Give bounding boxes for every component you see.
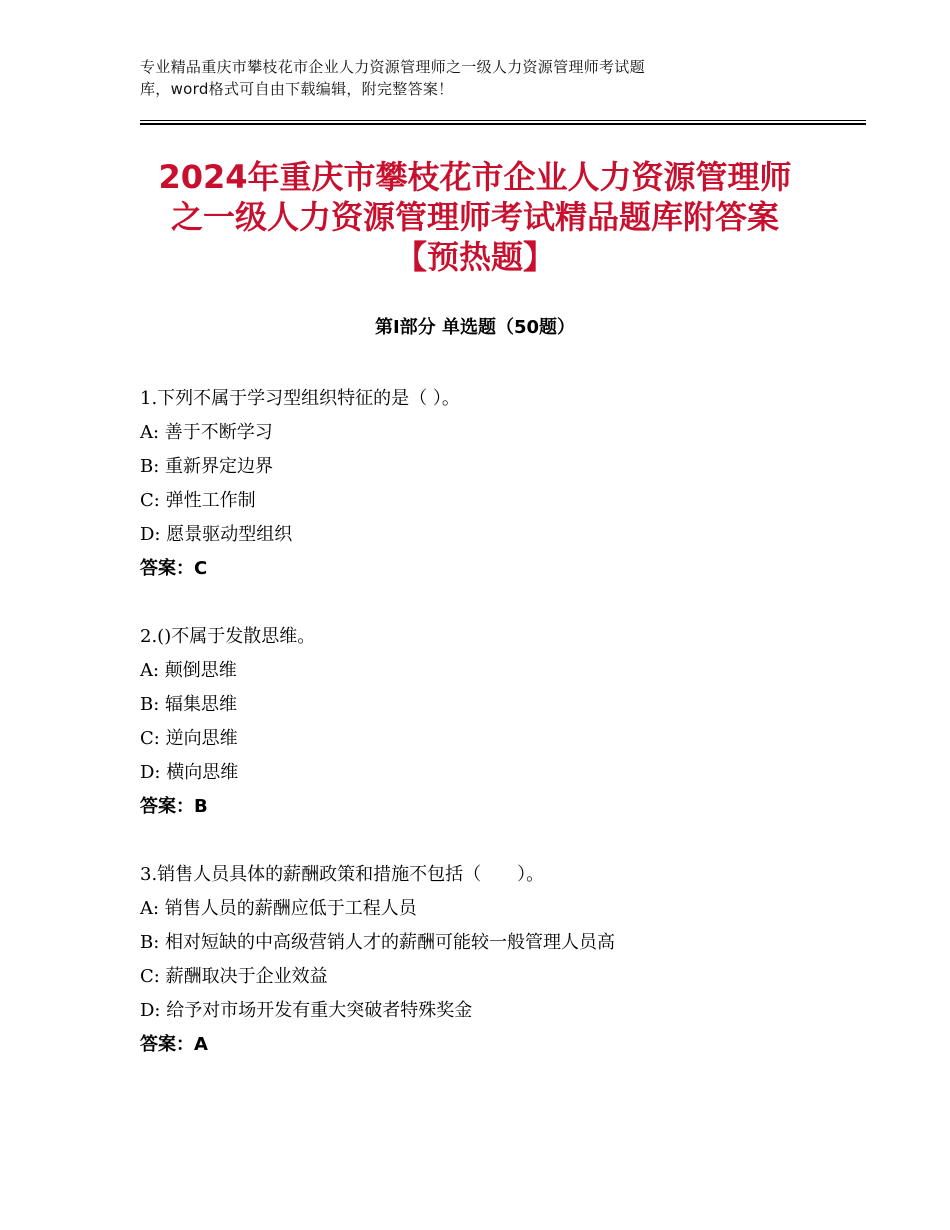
option-text: 愿景驱动型组织 [160,524,293,545]
option-d [140,756,860,790]
option-d [140,518,860,552]
option-a [140,654,860,688]
answer: 答案：A [140,1034,208,1055]
answer: 答案：C [140,558,208,579]
section-heading: 第Ⅰ部分 单选题（50题） [374,317,575,338]
option-b [140,926,860,960]
option-text: 弹性工作制 [159,490,256,511]
option-b [140,688,860,722]
option-key: D: [140,762,161,783]
option-d [140,994,860,1028]
question-item [140,858,860,1062]
header-note-line-2: 库，word格式可自由下载编辑，附完整答案！ [140,80,454,98]
header-divider-thin [140,120,866,121]
title-line-2: 之一级人力资源管理师考试精品题库附答案 [170,198,779,236]
question-stem: 2.()不属于发散思维。 [140,626,316,647]
answer: 答案：B [140,796,208,817]
question-item [140,620,860,824]
option-text: 横向思维 [160,762,239,783]
option-text: 逆向思维 [159,728,238,749]
option-key: C: [140,966,160,987]
option-key: A: [140,660,160,681]
option-text: 颠倒思维 [159,660,237,681]
question-item [140,382,860,586]
option-c [140,960,860,994]
question-stem: 3.销售人员具体的薪酬政策和措施不包括（ ）。 [140,864,545,885]
header-note [140,56,840,100]
option-c [140,484,860,518]
option-key: C: [140,728,160,749]
option-text: 相对短缺的中高级营销人才的薪酬可能较一般管理人员高 [159,932,616,953]
option-text: 销售人员的薪酬应低于工程人员 [159,898,417,919]
option-text: 给予对市场开发有重大突破者特殊奖金 [160,1000,473,1021]
option-a [140,892,860,926]
option-key: D: [140,1000,161,1021]
option-key: C: [140,490,160,511]
question-list [140,382,860,1096]
header-divider-thick [140,123,866,125]
option-text: 善于不断学习 [159,422,273,443]
option-key: B: [140,456,160,477]
option-b [140,450,860,484]
option-key: B: [140,932,160,953]
option-c [140,722,860,756]
option-text: 薪酬取决于企业效益 [159,966,328,987]
header-note-line-1: 专业精品重庆市攀枝花市企业人力资源管理师之一级人力资源管理师考试题 [140,58,645,76]
title-line-3: 【预热题】 [394,238,555,276]
document-title [110,157,840,277]
option-key: B: [140,694,160,715]
option-a [140,416,860,450]
option-text: 重新界定边界 [159,456,274,477]
option-text: 辐集思维 [159,694,238,715]
title-line-1: 2024年重庆市攀枝花市企业人力资源管理师 [158,158,792,196]
option-key: A: [140,898,160,919]
option-key: A: [140,422,160,443]
option-key: D: [140,524,161,545]
question-stem: 1.下列不属于学习型组织特征的是（ ）。 [140,388,460,409]
